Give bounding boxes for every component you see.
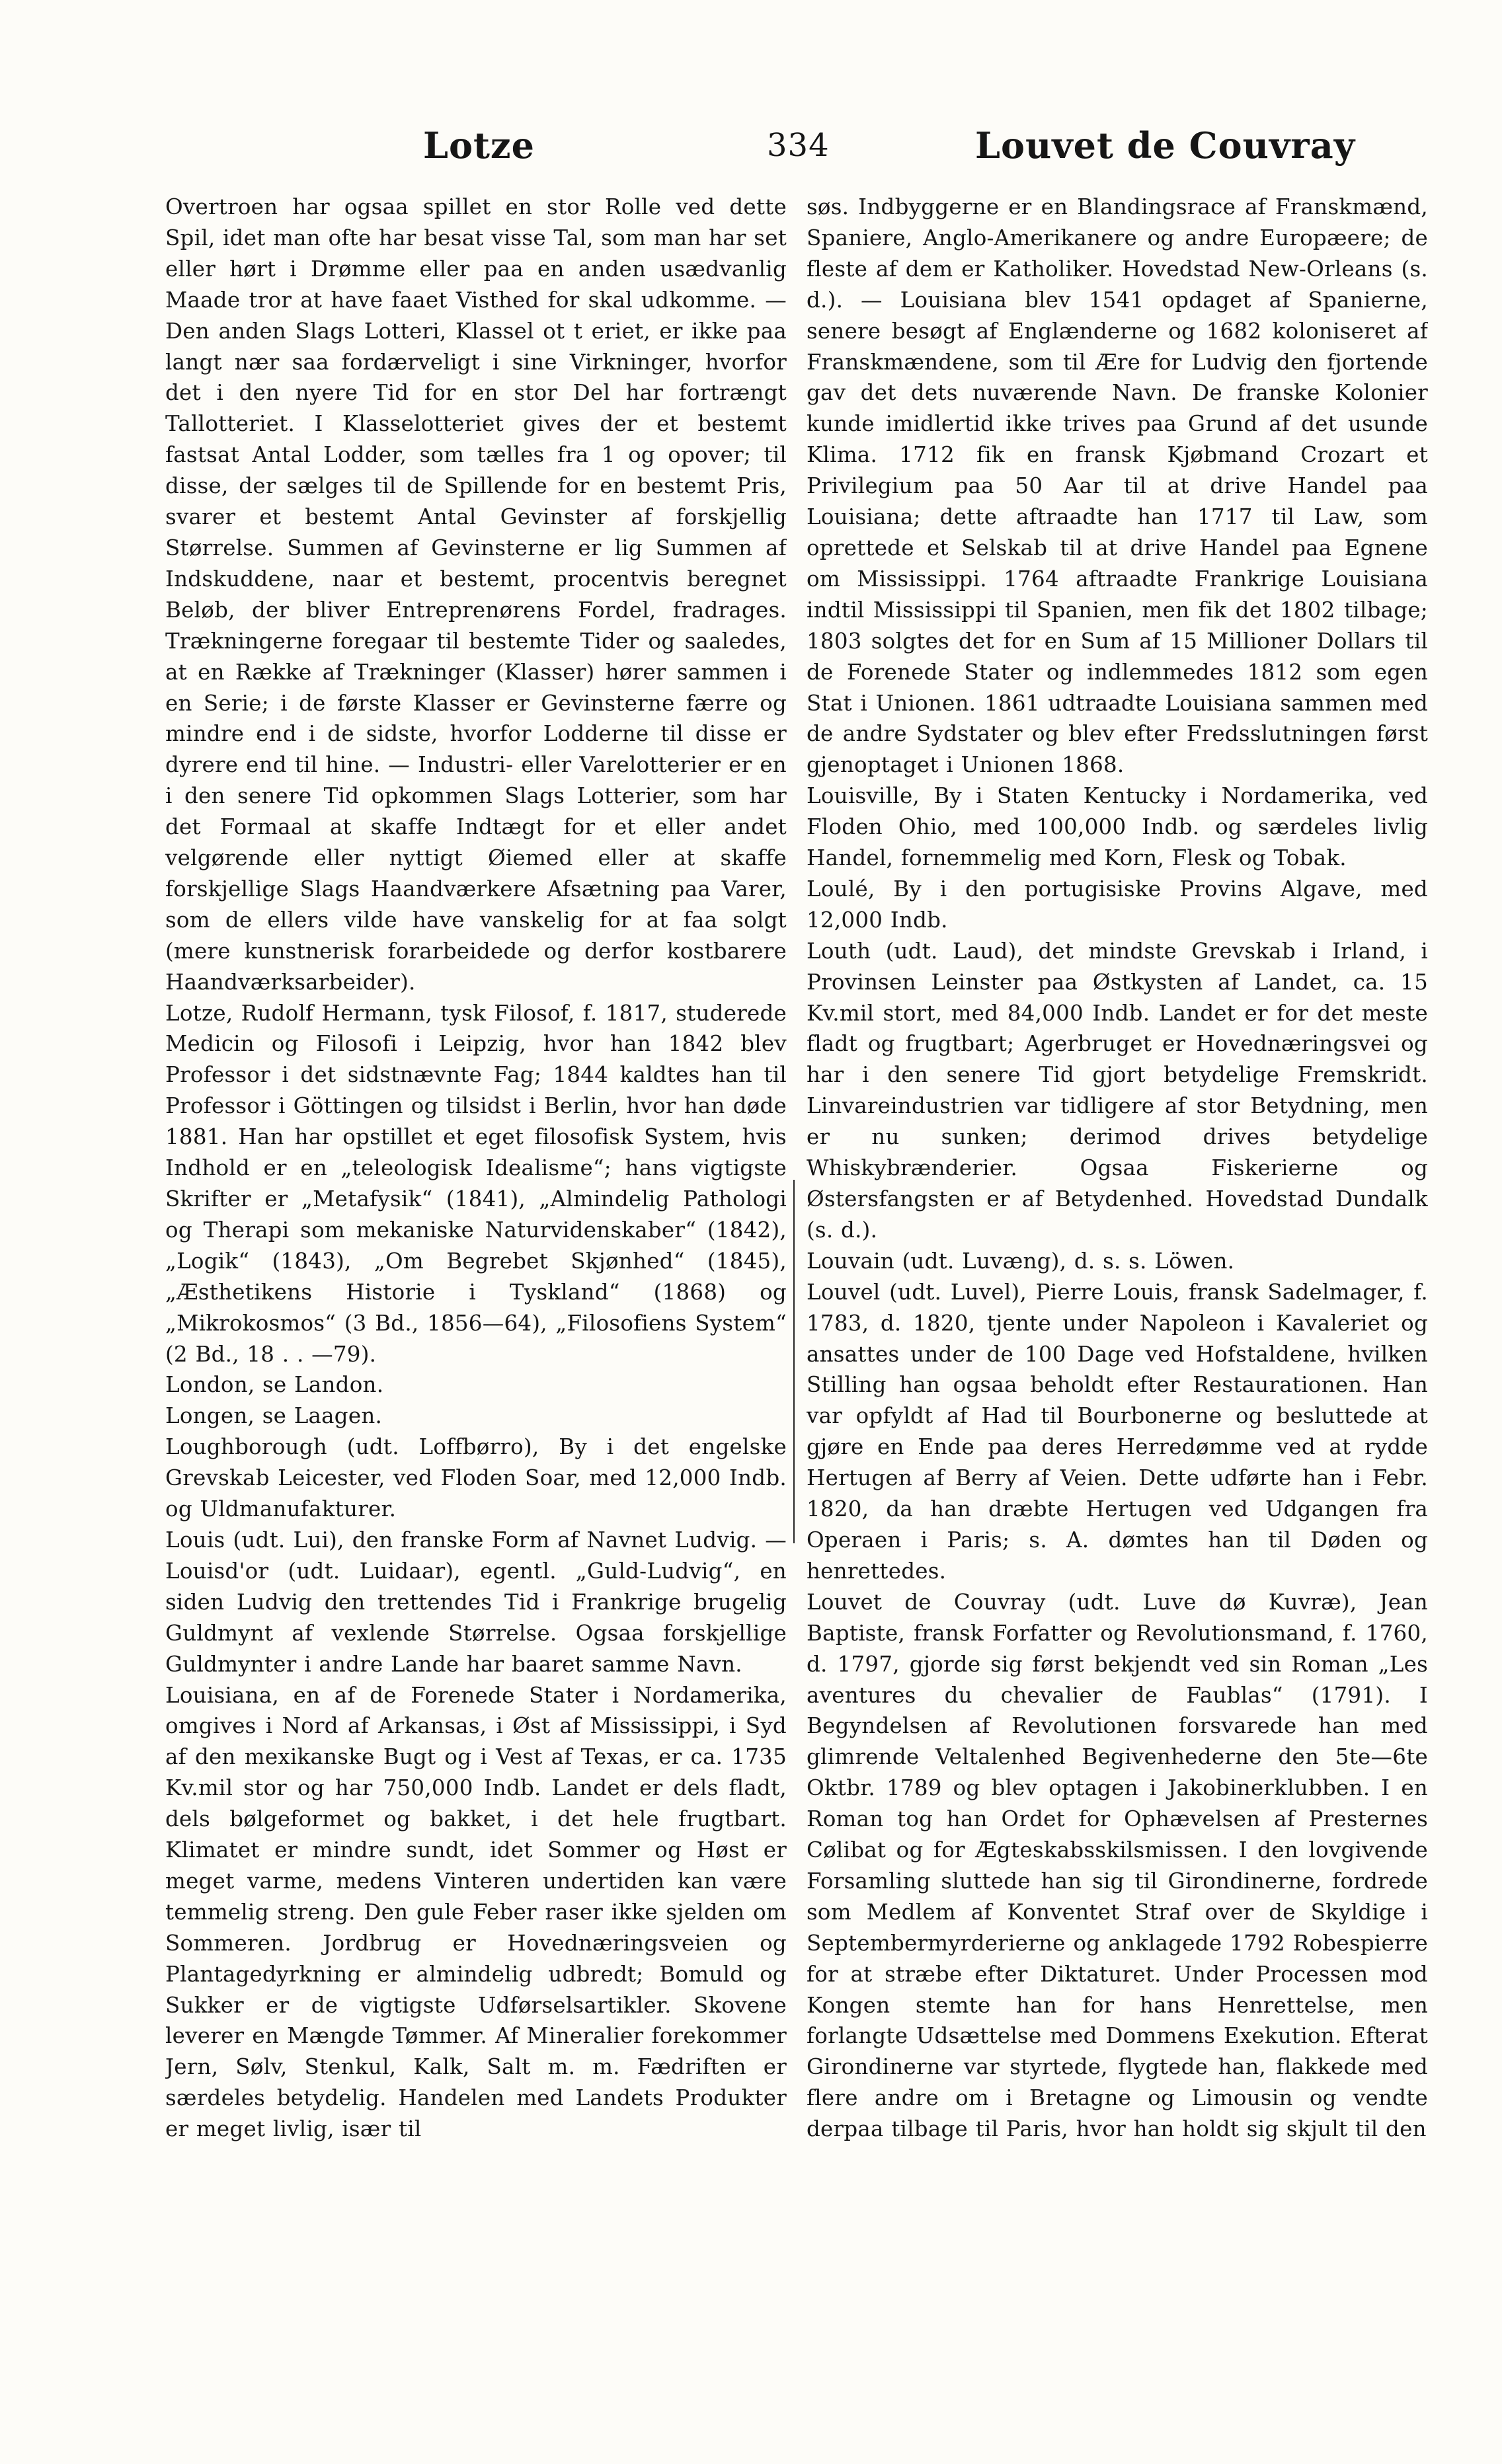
right-running-head: Louvet de Couvray	[975, 124, 1356, 167]
entry-louisiana: Louisiana, en af de Forenede Stater i Nordamerika, omgives i Nord af Arkansas, i Øst af Mississippi, i Syd af den mexikanske Bugt og i Vest af Texas, er ca. 1735 Kv.mil stor og har 750,000 Indb. Landet er dels fladt, dels bølgeformet og bakket, i det hele frugtbart. Klimatet er mindre sundt, idet Sommer og Høst er meget varme, medens Vinteren undertiden kan være temmelig streng. Den gule Feber raser ikke sjelden om Sommeren. Jordbrug er Hovednæringsveien og Plantagedyrkning er almindelig udbredt; Bomuld og Sukker er de vigtigste Udførselsartikler. Skovene leverer en Mængde Tømmer. Af Mineralier forekommer Jern, Sølv, Stenkul, Kalk, Salt m. m. Fædriften er særdeles betydelig. Handelen med Landets Produkter er meget livlig, især til	[165, 1682, 787, 2142]
entry-louvel: Louvel (udt. Luvel), Pierre Louis, fransk Sadelmager, f. 1783, d. 1820, tjente under Napoleon i Kavaleriet og ansattes under de 100 Dage ved Hofstaldene, hvilken Stilling han ogsaa beholdt efter Restaurationen. Han var opfyldt af Had til Bourbonerne og besluttede at gjøre en Ende paa deres Herredømme ved at rydde Hertugen af Berry af Veien. Dette udførte han i Febr. 1820, da han dræbte Hertugen ved Udgangen fra Operaen i Paris; s. A. dømtes han til Døden og henrettedes.	[807, 1279, 1428, 1584]
left-running-head: Lotze	[423, 124, 535, 167]
page-number: 334	[767, 127, 830, 164]
entry-longen: Longen, se Laagen.	[165, 1403, 383, 1429]
entry-louisiana-continued: søs. Indbyggerne er en Blandingsrace af Franskmænd, Spaniere, Anglo-Amerikanere og andre Europæere; de fleste af dem er Katholiker. Hovedstad New-Orleans (s. d.). — Louisiana blev 1541 opdaget af Spanierne, senere besøgt af Englænderne og 1682 koloniseret af Franskmændene, som til Ære for Ludvig den fjortende gav det dets nuværende Navn. De franske Kolonier kunde imidlertid ikke trives paa Grund af det usunde Klima. 1712 fik en fransk Kjøbmand Crozart et Privilegium paa 50 Aar til at drive Handel paa Louisiana; dette aftraadte han 1717 til Law, som oprettede et Selskab til at drive Handel paa Egnene om Mississippi. 1764 aftraadte Frankrige Louisiana indtil Mississippi til Spanien, men fik det 1802 tilbage; 1803 solgtes det for en Sum af 15 Millioner Dollars til de Forenede Stater og indlemmedes 1812 som egen Stat i Unionen. 1861 udtraadte Louisiana sammen med de andre Sydstater og blev efter Fredsslutningen først gjenoptaget i Unionen 1868.	[807, 194, 1428, 778]
entry-louisville: Louisville, By i Staten Kentucky i Nordamerika, ved Floden Ohio, med 100,000 Indb. og særdeles livlig Handel, fornemmelig med Korn, Flesk og Tobak.	[807, 783, 1428, 871]
entry-lotze: Lotze, Rudolf Hermann, tysk Filosof, f. 1817, studerede Medicin og Filosofi i Leipzig, hvor han 1842 blev Professor i det sidstnævnte Fag; 1844 kaldtes han til Professor i Göttingen og tilsidst i Berlin, hvor han døde 1881. Han har opstillet et eget filosofisk System, hvis Indhold er en „teleologisk Idealisme“; hans vigtigste Skrifter er „Metafysik“ (1841), „Almindelig Pathologi og Therapi som mekaniske Naturvidenskaber“ (1842), „Logik“ (1843), „Om Begrebet Skjønhed“ (1845), „Æsthetikens Historie i Tyskland“ (1868) og „Mikrokosmos“ (3 Bd., 1856—64), „Filosofiens System“ (2 Bd., 18 . . —79).	[165, 1000, 787, 1367]
entry-louvain: Louvain (udt. Luvæng), d. s. s. Löwen.	[807, 1248, 1235, 1274]
left-column	[165, 192, 787, 2254]
entry-lotteri-continued: Overtroen har ogsaa spillet en stor Rolle ved dette Spil, idet man ofte har besat visse Tal, som man har set eller hørt i Drømme eller paa en anden usædvanlig Maade tror at have faaet Visthed for skal udkomme. — Den anden Slags Lotteri, Klassel ot t eriet, er ikke paa langt nær saa fordærveligt i sine Virkninger, hvorfor det i den nyere Tid for en stor Del har fortrængt Tallotteriet. I Klasselotteriet gives der et bestemt fastsat Antal Lodder, som tælles fra 1 og opover; til disse, der sælges til de Spillende for en bestemt Pris, svarer et bestemt Antal Gevinster af forskjellig Størrelse. Summen af Gevinsterne er lig Summen af Indskuddene, naar et bestemt, procentvis beregnet Beløb, der bliver Entreprenørens Fordel, fradrages. Trækningerne foregaar til bestemte Tider og saaledes, at en Række af Trækninger (Klasser) hører sammen i en Serie; i de første Klasser er Gevinsterne færre og mindre end i de sidste, hvorfor Lodderne til disse er dyrere end til hine. — Industri- eller Varelotterier er en i den senere Tid opkommen Slags Lotterier, som har det Formaal at skaffe Indtægt for et eller andet velgørende eller nyttigt Øiemed eller at skaffe forskjellige Slags Haandværkere Afsætning paa Varer, som de ellers vilde have vanskelig for at faa solgt (mere kunstnerisk forarbeidede og derfor kostbarere Haandværksarbeider).	[165, 194, 787, 995]
entry-loule: Loulé, By i den portugisiske Provins Algave, med 12,000 Indb.	[807, 876, 1428, 933]
entry-louth: Louth (udt. Laud), det mindste Grevskab i Irland, i Provinsen Leinster paa Østkysten af Landet, ca. 15 Kv.mil stort, med 84,000 Indb. Landet er for det meste fladt og frugtbart; Agerbruget er Hovednæringsvei og har i den senere Tid gjort betydelige Fremskridt. Linvareindustrien var tidligere af stor Betydning, men er nu sunken; derimod drives betydelige Whiskybrænderier. Ogsaa Fiskerierne og Østersfangsten er af Betydenhed. Hovedstad Dundalk (s. d.).	[807, 938, 1428, 1243]
right-column	[807, 192, 1428, 2254]
entry-london: London, se Landon.	[165, 1372, 384, 1398]
column-divider	[793, 1180, 795, 1543]
page-header	[0, 116, 1502, 175]
entry-louis: Louis (udt. Lui), den franske Form af Navnet Ludvig. — Louisd'or (udt. Luidaar), egentl. „Guld-Ludvig“, en siden Ludvig den trettendes Tid i Frankrige brugelig Guldmynt af vexlende Størrelse. Ogsaa forskjellige Guldmynter i andre Lande har baaret samme Navn.	[165, 1527, 787, 1677]
entry-louvet-de-couvray: Louvet de Couvray (udt. Luve dø Kuvræ), Jean Baptiste, fransk Forfatter og Revolutionsmand, f. 1760, d. 1797, gjorde sig først bekjendt ved sin Roman „Les aventures du chevalier de Faublas“ (1791). I Begyndelsen af Revolutionen forsvarede han med glimrende Veltalenhed Begivenhederne den 5te—6te Oktbr. 1789 og blev optagen i Jakobinerklubben. I en Roman tog han Ordet for Ophævelsen af Presternes Cølibat og for Ægteskabsskilsmissen. I den lovgivende Forsamling sluttede han sig til Girondinerne, fordrede som Medlem af Konventet Straf over de Skyldige i Septembermyrderierne og anklagede 1792 Robespierre for at stræbe efter Diktaturet. Under Processen mod Kongen stemte han for hans Henrettelse, men forlangte Udsættelse med Dommens Exekution. Efterat Girondinerne var styrtede, flygtede han, flakkede med flere andre om i Bretagne og Limousin og vendte derpaa tilbage til Paris, hvor han holdt sig skjult til den	[807, 1589, 1428, 2142]
entry-loughborough: Loughborough (udt. Loffbørro), By i det engelske Grevskab Leicester, ved Floden Soar, med 12,000 Indb. og Uldmanufakturer.	[165, 1434, 787, 1522]
